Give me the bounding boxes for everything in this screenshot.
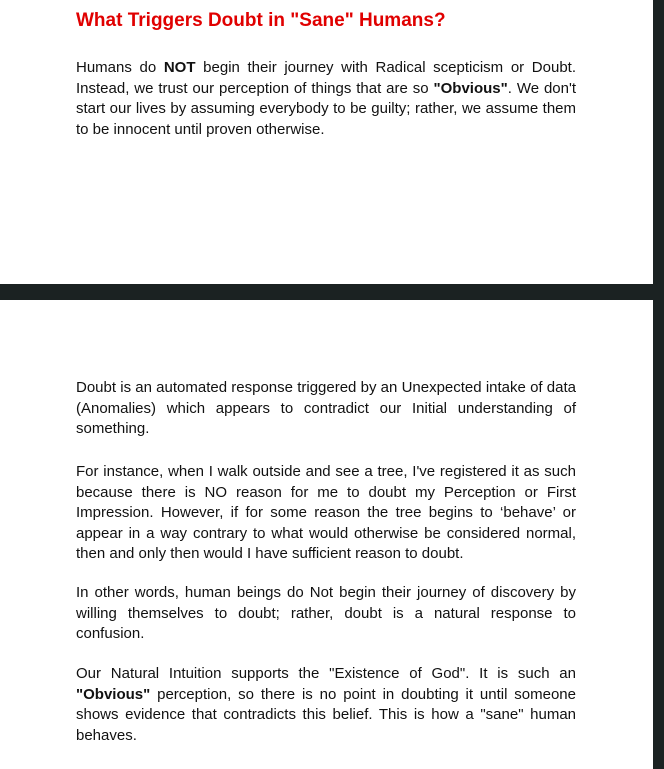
text-run: . We don't start our lives by assuming everybody to be guilty; rather, we assume them to be innocent until proven otherwise.	[76, 79, 577, 138]
bold-obvious: "Obvious"	[433, 79, 508, 97]
in-other-words-paragraph: In other words, human beings do Not begin their journey of discovery by willing themselves to doubt; rather, doubt is a natural response to confusion.	[76, 584, 576, 642]
bold-obvious: "Obvious"	[76, 685, 151, 703]
page-heading: What Triggers Doubt in "Sane" Humans?	[76, 10, 446, 31]
tree-example-paragraph: For instance, when I walk outside and see a tree, I've registered it as such because there is NO reason for me to doubt my Perception or First Impression. However, if for some reason the tree begins to ‘behave’ or appear in a way contrary to what would otherwise be considered normal, then and only then would I have sufficient reason to doubt.	[76, 463, 576, 562]
text-run: Humans do	[76, 59, 164, 76]
natural-intuition-paragraph	[76, 664, 576, 746]
document-page-2	[0, 300, 653, 769]
text-run: begin their journey with Radical scepticism or Doubt. Instead, we trust our perception of things that are so	[76, 59, 577, 97]
text-run: perception, so there is no point in doubting it until someone shows evidence that contradicts this belief. This is how a "sane" human behaves.	[76, 685, 576, 744]
text-run: Our Natural Intuition supports the "Existence of God". It is such an	[76, 665, 576, 682]
document-page-1	[0, 0, 653, 284]
doubt-definition-paragraph: Doubt is an automated response triggered by an Unexpected intake of data (Anomalies) which appears to contradict our Initial understanding of something.	[76, 379, 576, 437]
intro-paragraph	[76, 58, 576, 140]
bold-not: NOT	[163, 59, 196, 76]
